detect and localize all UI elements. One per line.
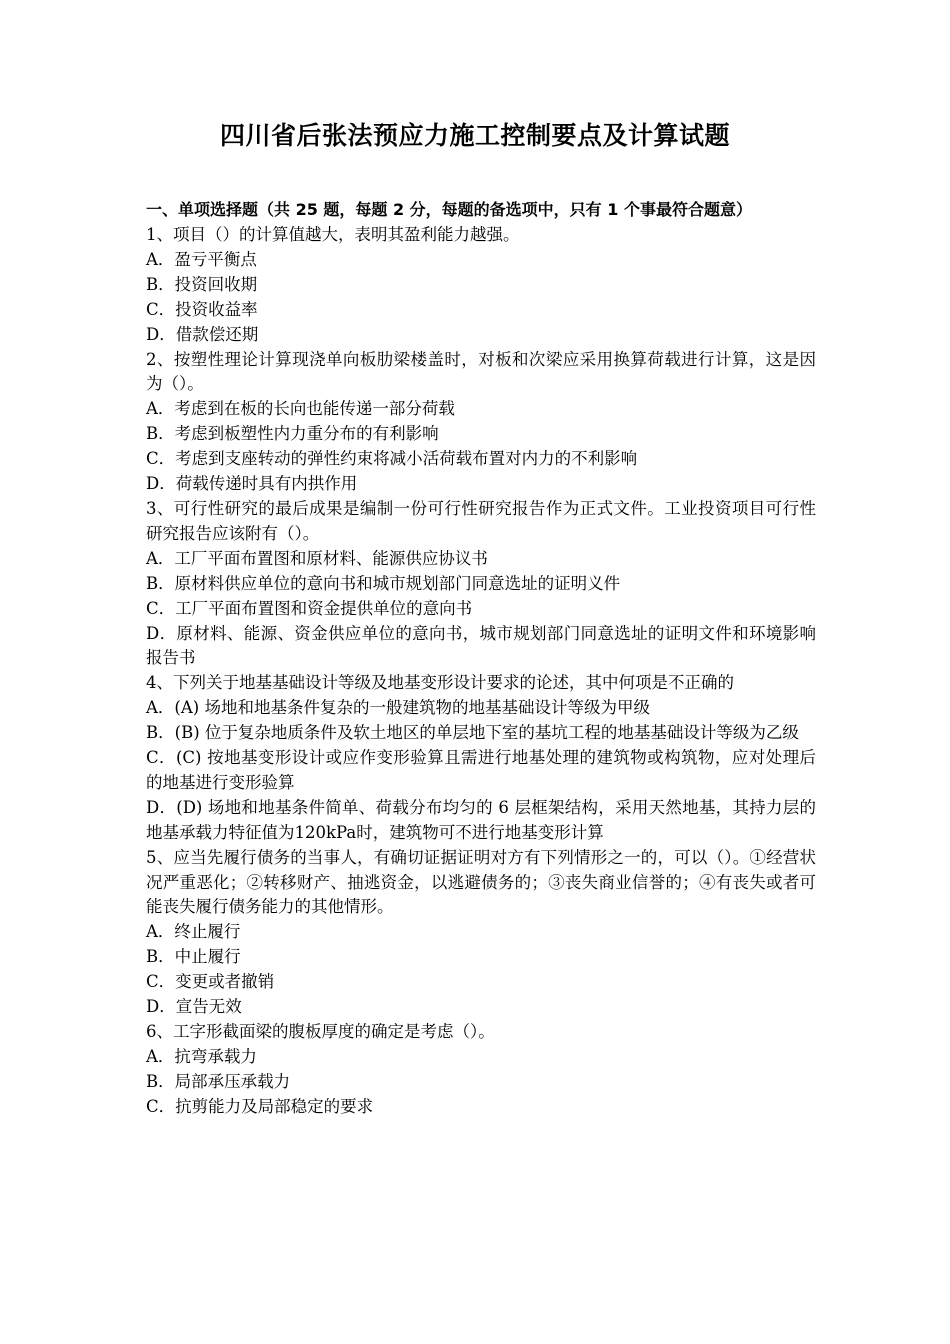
q6-option-a: A．抗弯承载力 [146, 1046, 257, 1066]
q5-option-b: B．中止履行 [146, 947, 241, 967]
q1-option-d: D．借款偿还期 [146, 324, 259, 344]
q6-option-c: C．抗剪能力及局部稳定的要求 [146, 1096, 374, 1116]
question-2: 2、按塑性理论计算现浇单向板肋梁楼盖时，对板和次梁应采用换算荷载进行计算，这是因为（）。 [146, 349, 816, 394]
question-1: 1、项目（）的计算值越大，表明其盈利能力越强。 [146, 225, 520, 244]
document-title: 四川省后张法预应力施工控制要点及计算试题 [219, 121, 730, 150]
question-4: 4、下列关于地基基础设计等级及地基变形设计要求的论述，其中何项是不正确的 [146, 673, 734, 693]
question-3: 3、可行性研究的最后成果是编制一份可行性研究报告作为正式文件。工业投资项目可行性研究报告应该附有（）。 [146, 498, 816, 543]
q3-option-a: A．工厂平面布置图和原材料、能源供应协议书 [146, 548, 488, 568]
q5-option-d: D．宣告无效 [146, 997, 242, 1017]
q3-option-c: C．工厂平面布置图和资金提供单位的意向书 [146, 598, 473, 618]
q4-option-b: B．(B) 位于复杂地质条件及软土地区的单层地下室的基坑工程的地基基础设计等级为乙级 [146, 723, 799, 743]
q1-option-c: C．投资收益率 [146, 299, 258, 319]
q4-option-c: C．(C) 按地基变形设计或应作变形验算且需进行地基处理的建筑物或构筑物，应对处理后的地基进行变形验算 [146, 748, 816, 792]
section-heading: 一、单项选择题（共 25 题，每题 2 分，每题的备选项中，只有 1 个事最符合题意） [146, 200, 752, 219]
q2-option-c: C．考虑到支座转动的弹性约束将减小活荷载布置对内力的不利影响 [146, 449, 638, 469]
q1-option-b: B．投资回收期 [146, 274, 258, 294]
q2-option-d: D．荷载传递时具有内拱作用 [146, 474, 358, 494]
q4-option-d: D．(D) 场地和地基条件简单、荷载分布均匀的 6 层框架结构，采用天然地基，其持力层的地基承载力特征值为120kPa时，建筑物可不进行地基变形计算 [146, 797, 816, 842]
q3-option-b: B．原材料供应单位的意向书和城市规划部门同意选址的证明义件 [146, 573, 621, 593]
q5-option-a: A．终止履行 [146, 922, 241, 942]
q4-option-a: A．(A) 场地和地基条件复杂的一般建筑物的地基基础设计等级为甲级 [146, 698, 650, 718]
q5-option-c: C．变更或者撤销 [146, 972, 275, 992]
q6-option-b: B．局部承压承载力 [146, 1071, 291, 1091]
q2-option-a: A．考虑到在板的长向也能传递一部分荷载 [146, 399, 455, 419]
document-body [146, 198, 816, 1120]
question-6: 6、工字形截面梁的腹板厚度的确定是考虑（）。 [146, 1022, 495, 1041]
q1-option-a: A．盈亏平衡点 [146, 249, 257, 269]
q2-option-b: B．考虑到板塑性内力重分布的有利影响 [146, 424, 439, 444]
question-5: 5、应当先履行债务的当事人，有确切证据证明对方有下列情形之一的，可以（）。①经营状况严重恶化；②转移财产、抽逃资金，以逃避债务的；③丧失商业信誉的；④有丧失或者可能丧失履行债务能力的其他情形。 [146, 847, 816, 917]
q3-option-d: D．原材料、能源、资金供应单位的意向书，城市规划部门同意选址的证明文件和环境影响报告书 [146, 623, 816, 668]
